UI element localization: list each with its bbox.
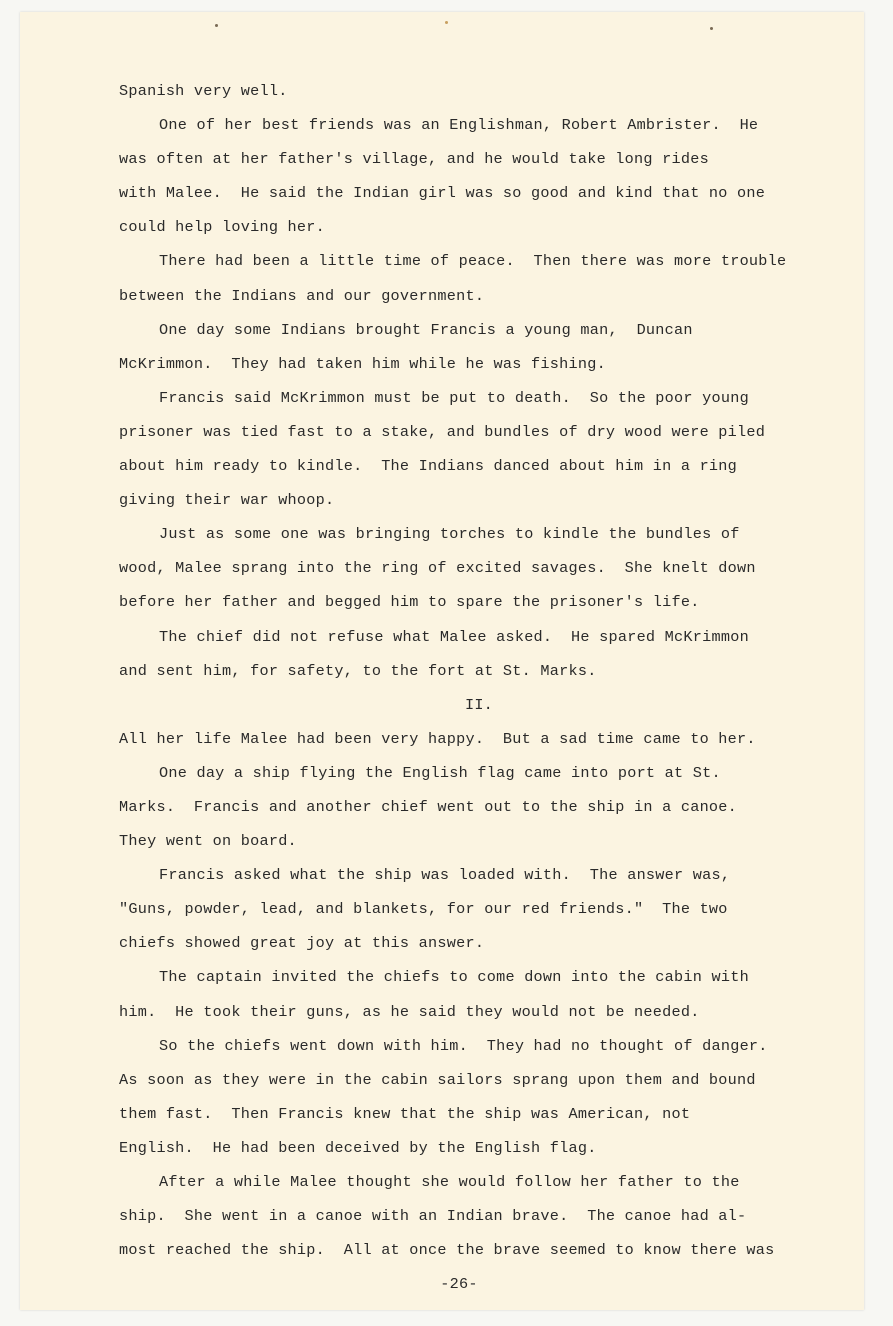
text-line: As soon as they were in the cabin sailors sprang upon them and bound: [119, 1070, 756, 1089]
text-line: Francis said McKrimmon must be put to death. So the poor young: [159, 388, 749, 407]
text-line: So the chiefs went down with him. They had no thought of danger.: [159, 1036, 768, 1055]
text-line: The captain invited the chiefs to come down into the cabin with: [159, 968, 749, 987]
text-line: "Guns, powder, lead, and blankets, for our red friends." The two: [119, 900, 728, 919]
text-line: prisoner was tied fast to a stake, and bundles of dry wood were piled: [119, 422, 766, 441]
text-line: most reached the ship. All at once the brave seemed to know there was: [119, 1241, 775, 1260]
text-line: After a while Malee thought she would follow her father to the: [159, 1173, 740, 1191]
text-line: Just as some one was bringing torches to kindle the bundles of: [159, 525, 740, 544]
text-line: They went on board.: [119, 832, 297, 851]
text-line: Spanish very well.: [119, 82, 288, 100]
text-line: them fast. Then Francis knew that the ship was American, not: [119, 1104, 691, 1123]
page-number: -26-: [440, 1275, 478, 1294]
text-line: him. He took their guns, as he said they would not be needed.: [119, 1002, 700, 1021]
section-heading: II.: [464, 695, 494, 714]
paper-speck: [215, 24, 218, 27]
text-line: giving their war whoop.: [119, 491, 335, 510]
text-line: between the Indians and our government.: [119, 286, 485, 305]
text-line: was often at her father's village, and he would take long rides: [119, 150, 709, 169]
text-line: chiefs showed great joy at this answer.: [119, 934, 485, 953]
paper-speck: [445, 21, 448, 24]
text-line: One day a ship flying the English flag came into port at St.: [159, 763, 721, 782]
text-line: All her life Malee had been very happy. But a sad time came to her.: [119, 729, 756, 748]
text-line: One day some Indians brought Francis a young man, Duncan: [159, 320, 693, 339]
text-line: about him ready to kindle. The Indians danced about him in a ring: [119, 457, 738, 476]
text-line: ship. She went in a canoe with an Indian brave. The canoe had al-: [119, 1207, 747, 1226]
text-line: with Malee. He said the Indian girl was so good and kind that no one: [119, 184, 766, 203]
text-line: The chief did not refuse what Malee asked. He spared McKrimmon: [159, 627, 749, 646]
text-line: One of her best friends was an Englishman, Robert Ambrister. He: [159, 116, 759, 135]
text-line: Francis asked what the ship was loaded with. The answer was,: [159, 866, 731, 885]
page-text: [119, 74, 839, 1301]
text-line: There had been a little time of peace. Then there was more trouble: [159, 252, 787, 271]
text-line: English. He had been deceived by the English flag.: [119, 1138, 597, 1157]
text-line: McKrimmon. They had taken him while he was fishing.: [119, 354, 606, 373]
text-line: Marks. Francis and another chief went out to the ship in a canoe.: [119, 797, 738, 816]
text-line: and sent him, for safety, to the fort at St. Marks.: [119, 661, 597, 680]
text-line: wood, Malee sprang into the ring of excited savages. She knelt down: [119, 559, 756, 578]
typewritten-page: [20, 12, 864, 1310]
text-line: before her father and begged him to spare the prisoner's life.: [119, 593, 700, 612]
paper-speck: [710, 27, 713, 30]
text-line: could help loving her.: [119, 218, 326, 237]
